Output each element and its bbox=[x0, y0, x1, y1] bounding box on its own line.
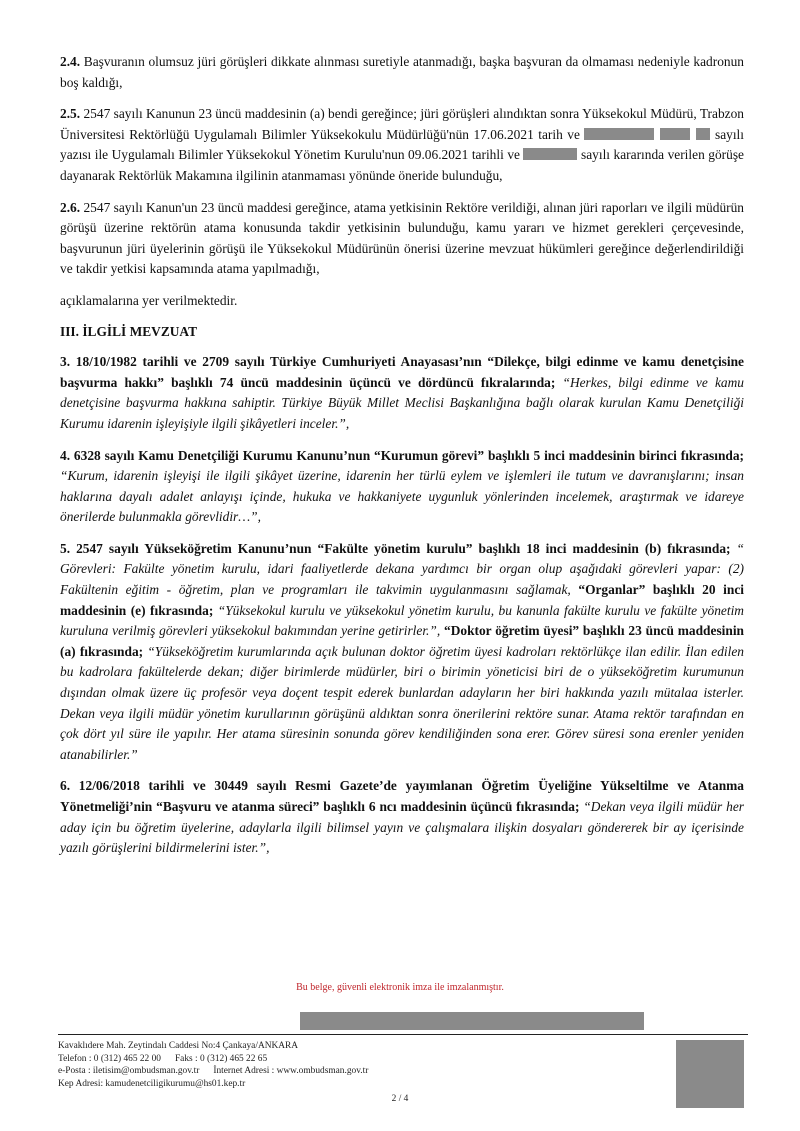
footer-fax: Faks : 0 (312) 465 22 65 bbox=[174, 1053, 268, 1064]
regulation-4 bbox=[60, 446, 744, 528]
redaction-block bbox=[523, 148, 577, 160]
regulation-5 bbox=[60, 539, 744, 766]
redaction-block bbox=[660, 128, 690, 140]
footer-divider bbox=[58, 1034, 748, 1035]
paragraph-number: 2.5. bbox=[60, 106, 81, 122]
paragraph-number: 2.4. bbox=[60, 54, 81, 69]
paragraph-text: Başvuranın olumsuz jüri görüşleri dikkate alınması suretiyle atanmadığı, başka başvuran da olmaması nedeniyle kadronun boş kaldığı, bbox=[60, 54, 744, 90]
regulation-quote: “Dekan veya ilgili müdür her aday için bu öğretim üyelerine, adaylarla ilgili bilimsel yayın ve çalışmalara ilişkin dosyaları göndererek bir ay içerisinde yazılı görüşlerini bildirmelerini ister.”, bbox=[60, 799, 744, 856]
redaction-block bbox=[696, 128, 710, 140]
footer-address: Kavaklıdere Mah. Zeytindalı Caddesi No:4 Çankaya/ANKARA bbox=[58, 1041, 299, 1051]
regulation-quote: “Yüksekokul kurulu ve yüksekokul yönetim kurulu, bu kanunla fakülte kurulu ve fakülte yönetim kuruluna verilmiş görevleri yüksekokul bakımından yerine getirirler.”, bbox=[60, 602, 744, 639]
paragraph-text: sayılı kararında verilen görüşe dayanarak Rektörlük Makamına ilgilinin atanmaması yönünde öneride bulunduğu, bbox=[60, 147, 744, 183]
paragraph-text: sayılı yazısı ile Uygulamalı Bilimler Yüksekokul Yönetim Kurulu'nun 09.06.2021 tarihli ve bbox=[60, 126, 744, 163]
regulation-quote: “Kurum, idarenin işleyişi ile ilgili şikâyet üzerine, idarenin her türlü eylem ve işlemleri ile tutum ve davranışlarını; insan haklarına dayalı adalet anlayışı içinde, hukuka ve hakkaniyete uygunluk yönlerinden incelemek, araştırmak ve idareye önerilerde bulunmakla görevlidir…”, bbox=[60, 468, 744, 525]
footer-contact bbox=[58, 1040, 368, 1090]
regulation-reference: 3. 18/10/1982 tarihli ve 2709 sayılı Türkiye Cumhuriyeti Anayasası’nın “Dilekçe, bilgi edinme ve kamu denetçisine başvurma hakkı” başlıklı 74 üncü maddesinin üçüncü ve dördüncü fıkralarında; bbox=[60, 354, 744, 390]
paragraph-2-4 bbox=[60, 52, 744, 93]
e-signature-notice: Bu belge, güvenli elektronik imza ile imzalanmıştır. bbox=[296, 982, 504, 993]
regulation-reference: 4. 6328 sayılı Kamu Denetçiliği Kurumu Kanunu’nun “Kurumun görevi” başlıklı 5 inci maddesinin birinci fıkrasında; bbox=[60, 447, 744, 463]
paragraph-text: 2547 sayılı Kanun'un 23 üncü maddesi gereğince, atama yetkisinin Rektöre verildiği, alınan jüri raporları ve ilgili müdürün görüşü üzerine rektörün atama konusunda takdir yetkisinin bulunduğu, kamu yararı ve hizmet gerekleri çerçevesinde, başvurunun jüri üyelerinin görüşü ile Yüksekokul Müdürünün önerisi üzerine mevzuat hükümleri gereğince değerlendirildiği ve takdir yetkisi kapsamında atama yapılmadığı, bbox=[60, 199, 744, 277]
section-heading: III. İLGİLİ MEVZUAT bbox=[60, 323, 198, 339]
closing-line: açıklamalarına yer verilmektedir. bbox=[60, 292, 238, 308]
footer-phone-row bbox=[58, 1053, 368, 1066]
document-body bbox=[60, 52, 744, 859]
regulation-reference: 5. 2547 sayılı Yükseköğretim Kanunu’nun “Fakülte yönetim kurulu” başlıklı 18 inci maddesinin (b) fıkrasında; bbox=[60, 540, 731, 556]
regulation-reference: “Organlar” başlıklı 20 inci maddesinin (e) fıkrasında; bbox=[60, 582, 744, 618]
regulation-quote: “Herkes, bilgi edinme ve kamu denetçisine başvurma hakkına sahiptir. Türkiye Büyük Millet Meclisi Başkanlığına bağlı olarak kurulan Kamu Denetçiliği Kurumu idarenin işleyişiyle ilgili şikâyetleri inceler.”, bbox=[60, 374, 744, 431]
footer-email-row bbox=[58, 1065, 368, 1078]
paragraph-2-5 bbox=[60, 104, 744, 186]
regulation-reference: “Doktor öğretim üyesi” başlıklı 23 üncü maddesinin (a) fıkrasında; bbox=[60, 623, 744, 659]
footer-kep[interactable]: Kep Adresi: kamudenetciligikurumu@hs01.kep.tr bbox=[58, 1078, 246, 1089]
page-number: 2 / 4 bbox=[391, 1094, 409, 1104]
paragraph-number: 2.6. bbox=[60, 199, 81, 215]
paragraph-2-6 bbox=[60, 198, 744, 280]
regulation-reference: 6. 12/06/2018 tarihli ve 30449 sayılı Resmi Gazete’de yayımlanan Öğretim Üyeliğine Yükseltilme ve Atanma Yönetmeliği’nin “Başvuru ve atanma süreci” başlıklı 6 ncı maddesinin üçüncü fıkrasında; bbox=[60, 778, 744, 814]
regulation-quote: “ Görevleri: Fakülte yönetim kurulu, idari faaliyetlerde dekana yardımcı bir organ olup aşağıdaki görevleri yapar: (2) Fakültenin eğitim - öğretim, plan ve programları ile takvimin uygulanmasını sağlamak, bbox=[60, 540, 744, 598]
regulation-6 bbox=[60, 776, 744, 858]
footer-phone: Telefon : 0 (312) 465 22 00 bbox=[58, 1053, 161, 1064]
footer-email[interactable]: e-Posta : iletisim@ombudsman.gov.tr bbox=[58, 1066, 200, 1077]
footer-web[interactable]: İnternet Adresi : www.ombudsman.gov.tr bbox=[213, 1066, 369, 1077]
redacted-barcode bbox=[300, 1012, 644, 1030]
paragraph-text: 2547 sayılı Kanunun 23 üncü maddesinin (a) bendi gereğince; jüri görüşleri alındıktan sonra Yüksekokul Müdürü, Trabzon Üniversitesi Rektörlüğü Uygulamalı Bilimler Yüksekokulu Müdürlüğü'nün 17.06.2021 tarih ve bbox=[60, 106, 744, 142]
redaction-block bbox=[584, 128, 654, 140]
regulation-quote: “Yükseköğretim kurumlarında açık bulunan doktor öğretim üyesi kadroları rektörlükçe ilan edilir. İlan edilen bu kadrolara fakültelerde dekan; diğer birimlerde müdürler, biri o birimin yöneticisi biri de o yükseköğretim kurumunun dışından olmak üzere üç profesör veya doçent tespit ederek bunlardan adayların her biri hakkında yazılı mütalaa isterler. Dekan veya ilgili müdür yönetim kurullarının görüşünü aldıktan sonra önerilerini rektöre sunar. Atama rektör tarafından en çok dört yıl süre ile yapılır. Her atama süresinin sonunda görev kendiliğinden sona erer. Görev süresi sona erenler yeniden atanabilirler.” bbox=[60, 643, 745, 762]
regulation-3 bbox=[60, 352, 744, 434]
